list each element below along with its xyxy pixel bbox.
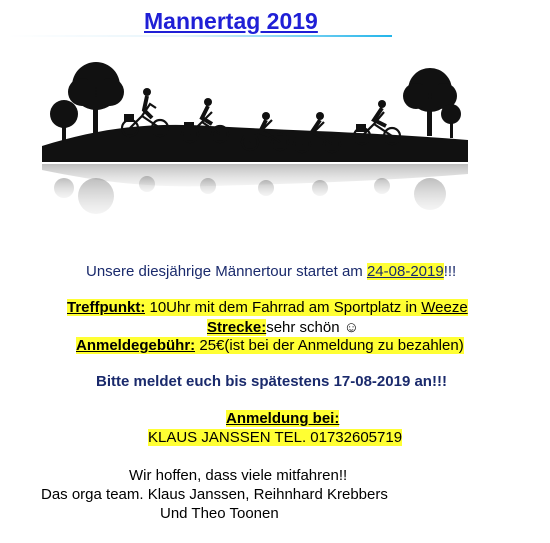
intro-line	[86, 263, 456, 280]
ground-silhouette	[42, 125, 468, 162]
route-text: sehr schön ☺	[266, 319, 360, 336]
registration-contact-line	[148, 429, 402, 446]
fee-label: Anmeldegebühr:	[76, 337, 196, 354]
registration-contact: KLAUS JANSSEN TEL. 01732605719	[148, 429, 403, 446]
closing-line-2: Das orga team. Klaus Janssen, Reihnhard Krebbers	[41, 486, 388, 503]
tree-left-large-icon	[68, 62, 124, 136]
meeting-text: 10Uhr mit dem Fahrrad am Sportplatz in	[145, 299, 422, 316]
intro-suffix: !!!	[443, 263, 457, 280]
route-label: Strecke:	[207, 319, 267, 336]
title-divider	[8, 35, 392, 37]
start-date: 24-08-2019	[366, 263, 444, 280]
closing-line-1: Wir hoffen, dass viele mitfahren!!	[129, 467, 348, 484]
route-line	[207, 319, 359, 336]
page-title: Mannertag 2019	[144, 8, 318, 34]
intro-text: Unsere diesjährige Männertour startet am	[86, 263, 367, 280]
reflection-silhouette	[42, 164, 468, 214]
registration-label: Anmeldung bei:	[226, 410, 340, 427]
tree-right-small-icon	[441, 104, 461, 138]
meeting-line	[67, 299, 468, 316]
meeting-label: Treffpunkt:	[67, 299, 146, 316]
fee-line	[76, 337, 464, 354]
tree-right-large-icon	[403, 68, 457, 136]
meeting-place: Weeze	[421, 299, 468, 316]
registration-label-line	[226, 410, 339, 427]
fee-text: 25€(ist bei der Anmeldung zu bezahlen)	[195, 337, 464, 354]
cyclists-silhouette-illustration	[40, 56, 470, 221]
deadline-text: Bitte meldet euch bis spätestens 17-08-2019 an!!!	[96, 373, 447, 390]
closing-line-3: Und Theo Toonen	[160, 505, 279, 522]
